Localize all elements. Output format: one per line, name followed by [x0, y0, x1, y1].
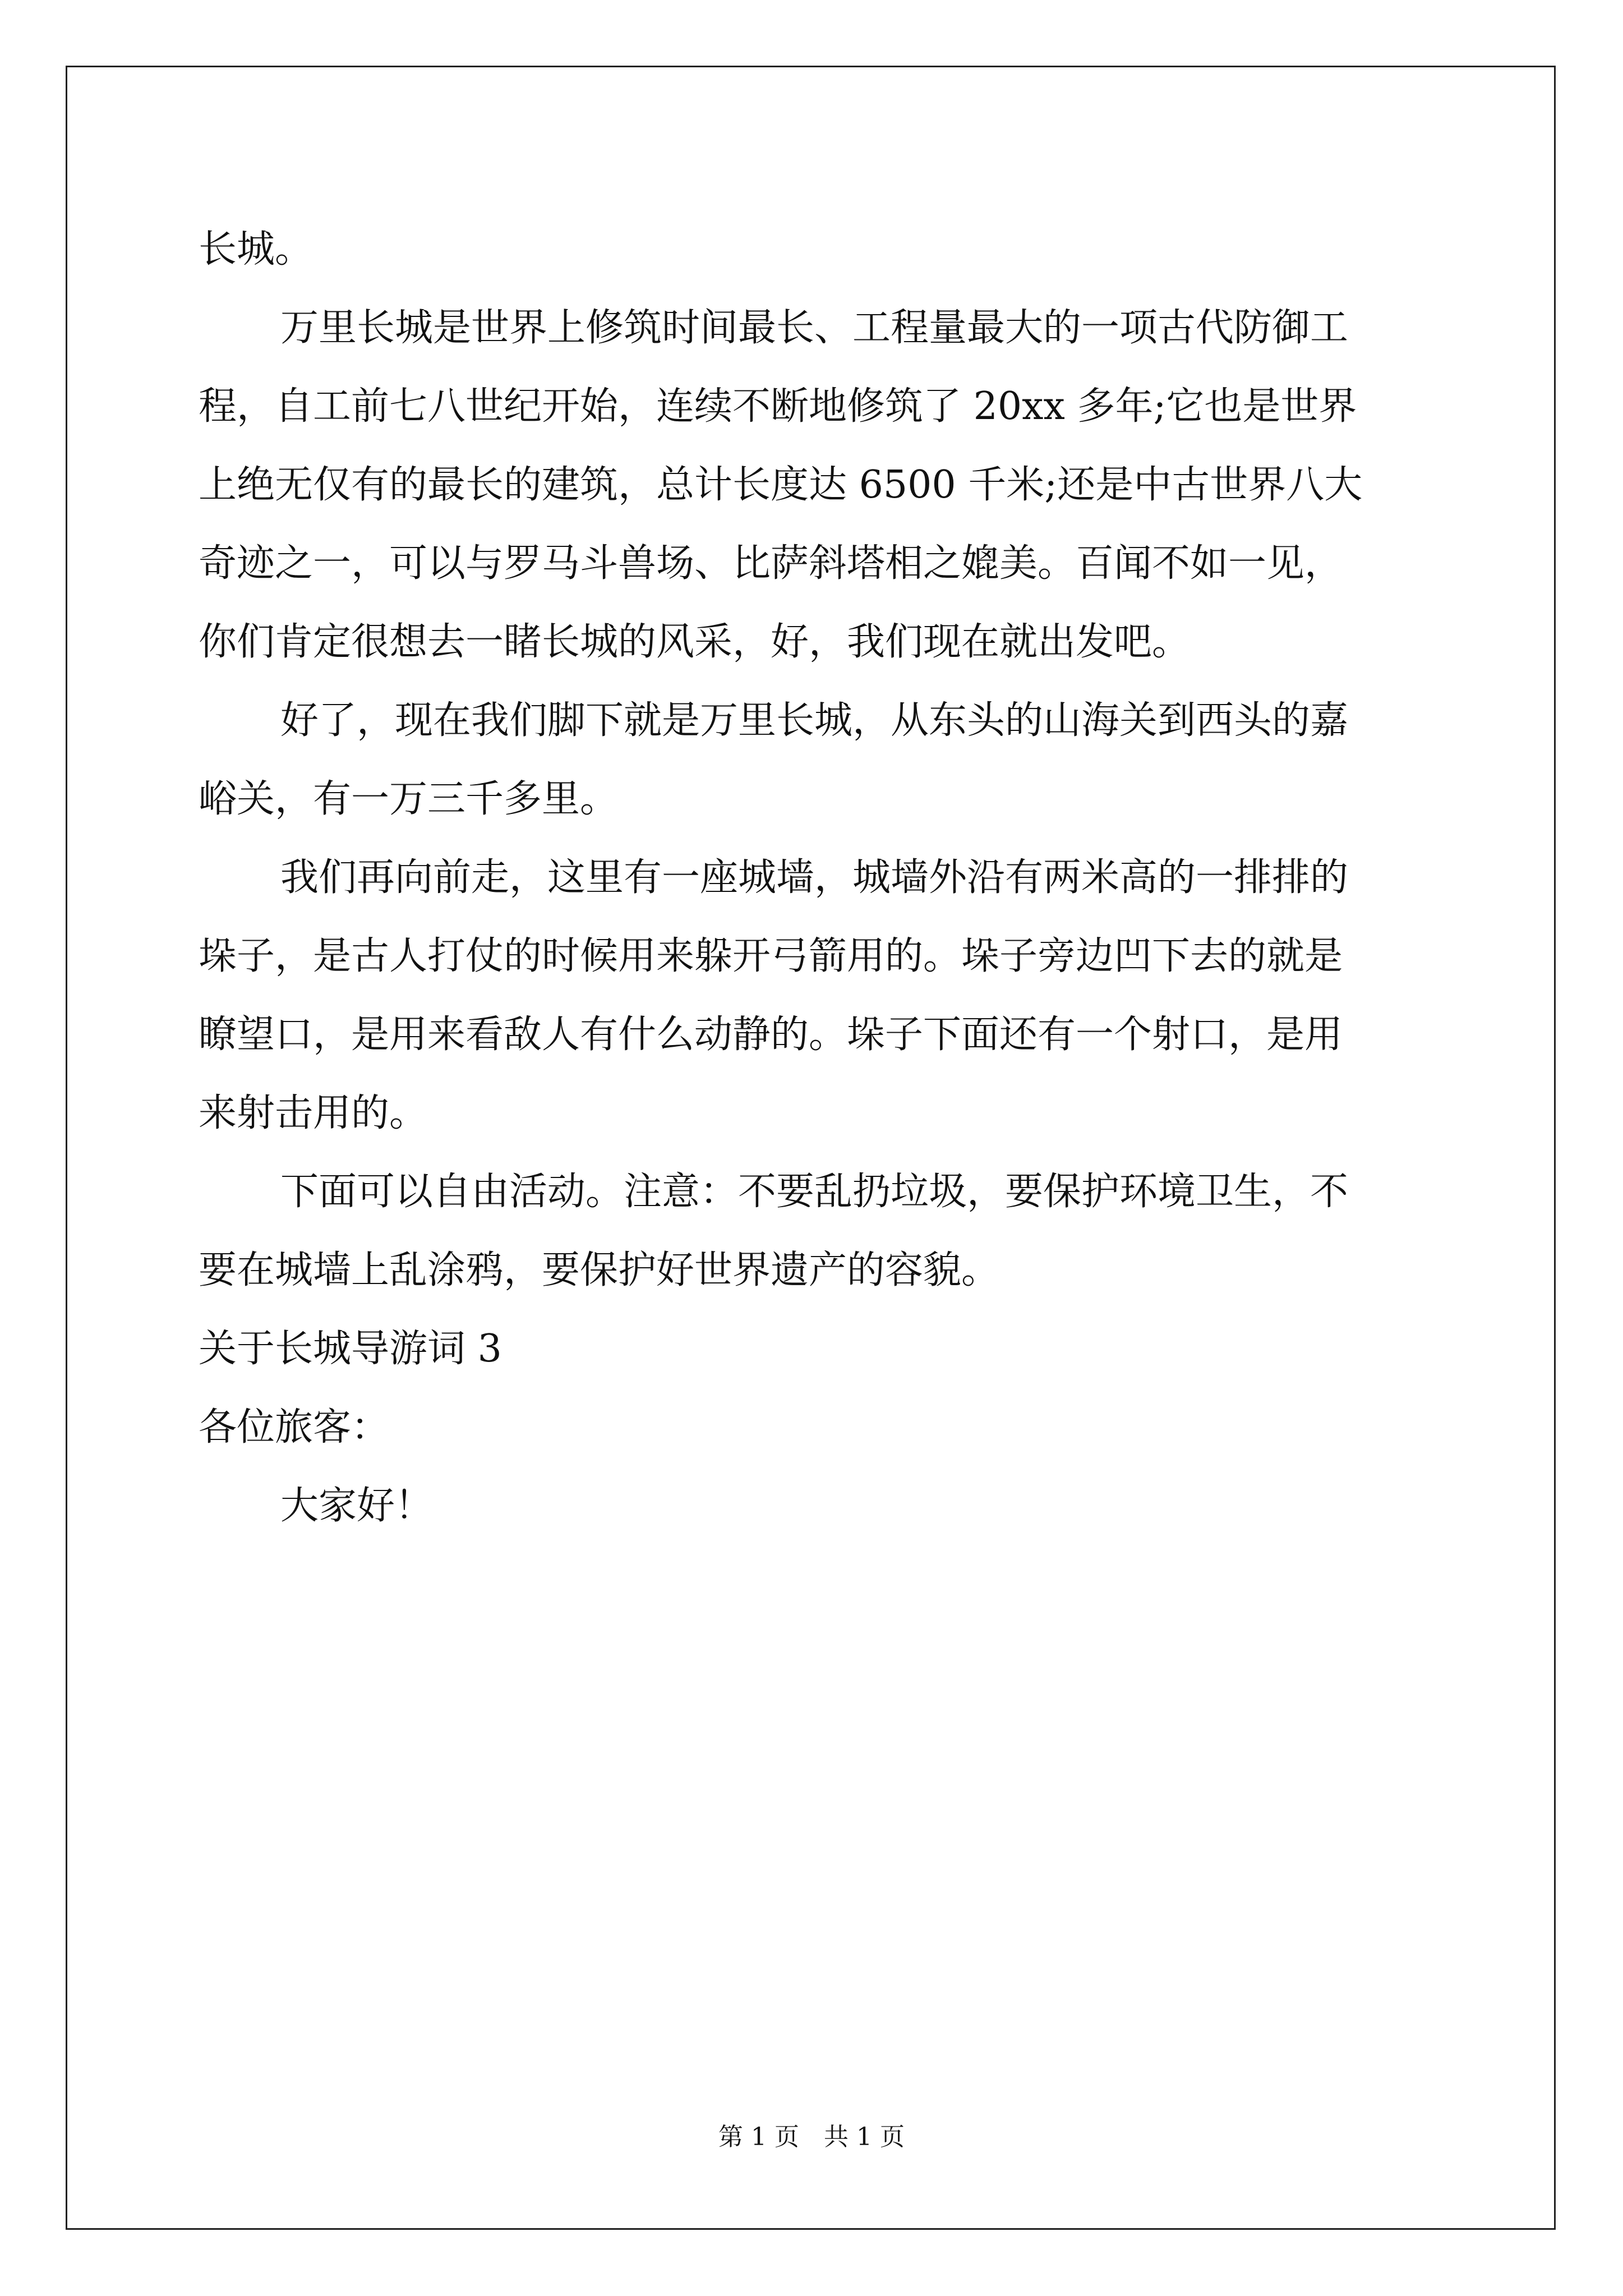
- text-line: 下面可以自由活动。注意：不要乱扔垃圾，要保护环境卫生，不: [280, 1170, 1349, 1214]
- text-line: 我们再向前走，这里有一座城墙，城墙外沿有两米高的一排排的: [280, 855, 1349, 900]
- text-line: 各位旅客：: [199, 1405, 390, 1450]
- text-line: 来射击用的。: [199, 1091, 428, 1135]
- section-heading: 关于长城导游词 3: [199, 1327, 502, 1371]
- page-footer: 第 1 页 共 1 页: [718, 2123, 905, 2151]
- text-line: 瞭望口，是用来看敌人有什么动静的。垛子下面还有一个射口，是用: [199, 1013, 1343, 1057]
- text-line: 程，自工前七八世纪开始，连续不断地修筑了 20xx 多年;它也是世界: [199, 384, 1357, 429]
- text-line: 好了，现在我们脚下就是万里长城，从东头的山海关到西头的嘉: [280, 698, 1349, 743]
- text-line: 垛子，是古人打仗的时候用来躲开弓箭用的。垛子旁边凹下去的就是: [199, 934, 1343, 978]
- text-line: 要在城墙上乱涂鸦，要保护好世界遗产的容貌。: [199, 1248, 1000, 1292]
- text-line: 峪关，有一万三千多里。: [199, 777, 619, 821]
- text-line: 万里长城是世界上修筑时间最长、工程量最大的一项古代防御工: [280, 306, 1349, 350]
- text-line: 你们肯定很想去一睹长城的风采，好，我们现在就出发吧。: [199, 620, 1191, 664]
- text-line: 长城。: [199, 227, 313, 272]
- text-line: 奇迹之一，可以与罗马斗兽场、比萨斜塔相之媲美。百闻不如一见，: [199, 541, 1343, 586]
- text-line: 大家好！: [280, 1484, 434, 1528]
- text-line: 上绝无仅有的最长的建筑，总计长度达 6500 千米;还是中古世界八大: [199, 463, 1363, 507]
